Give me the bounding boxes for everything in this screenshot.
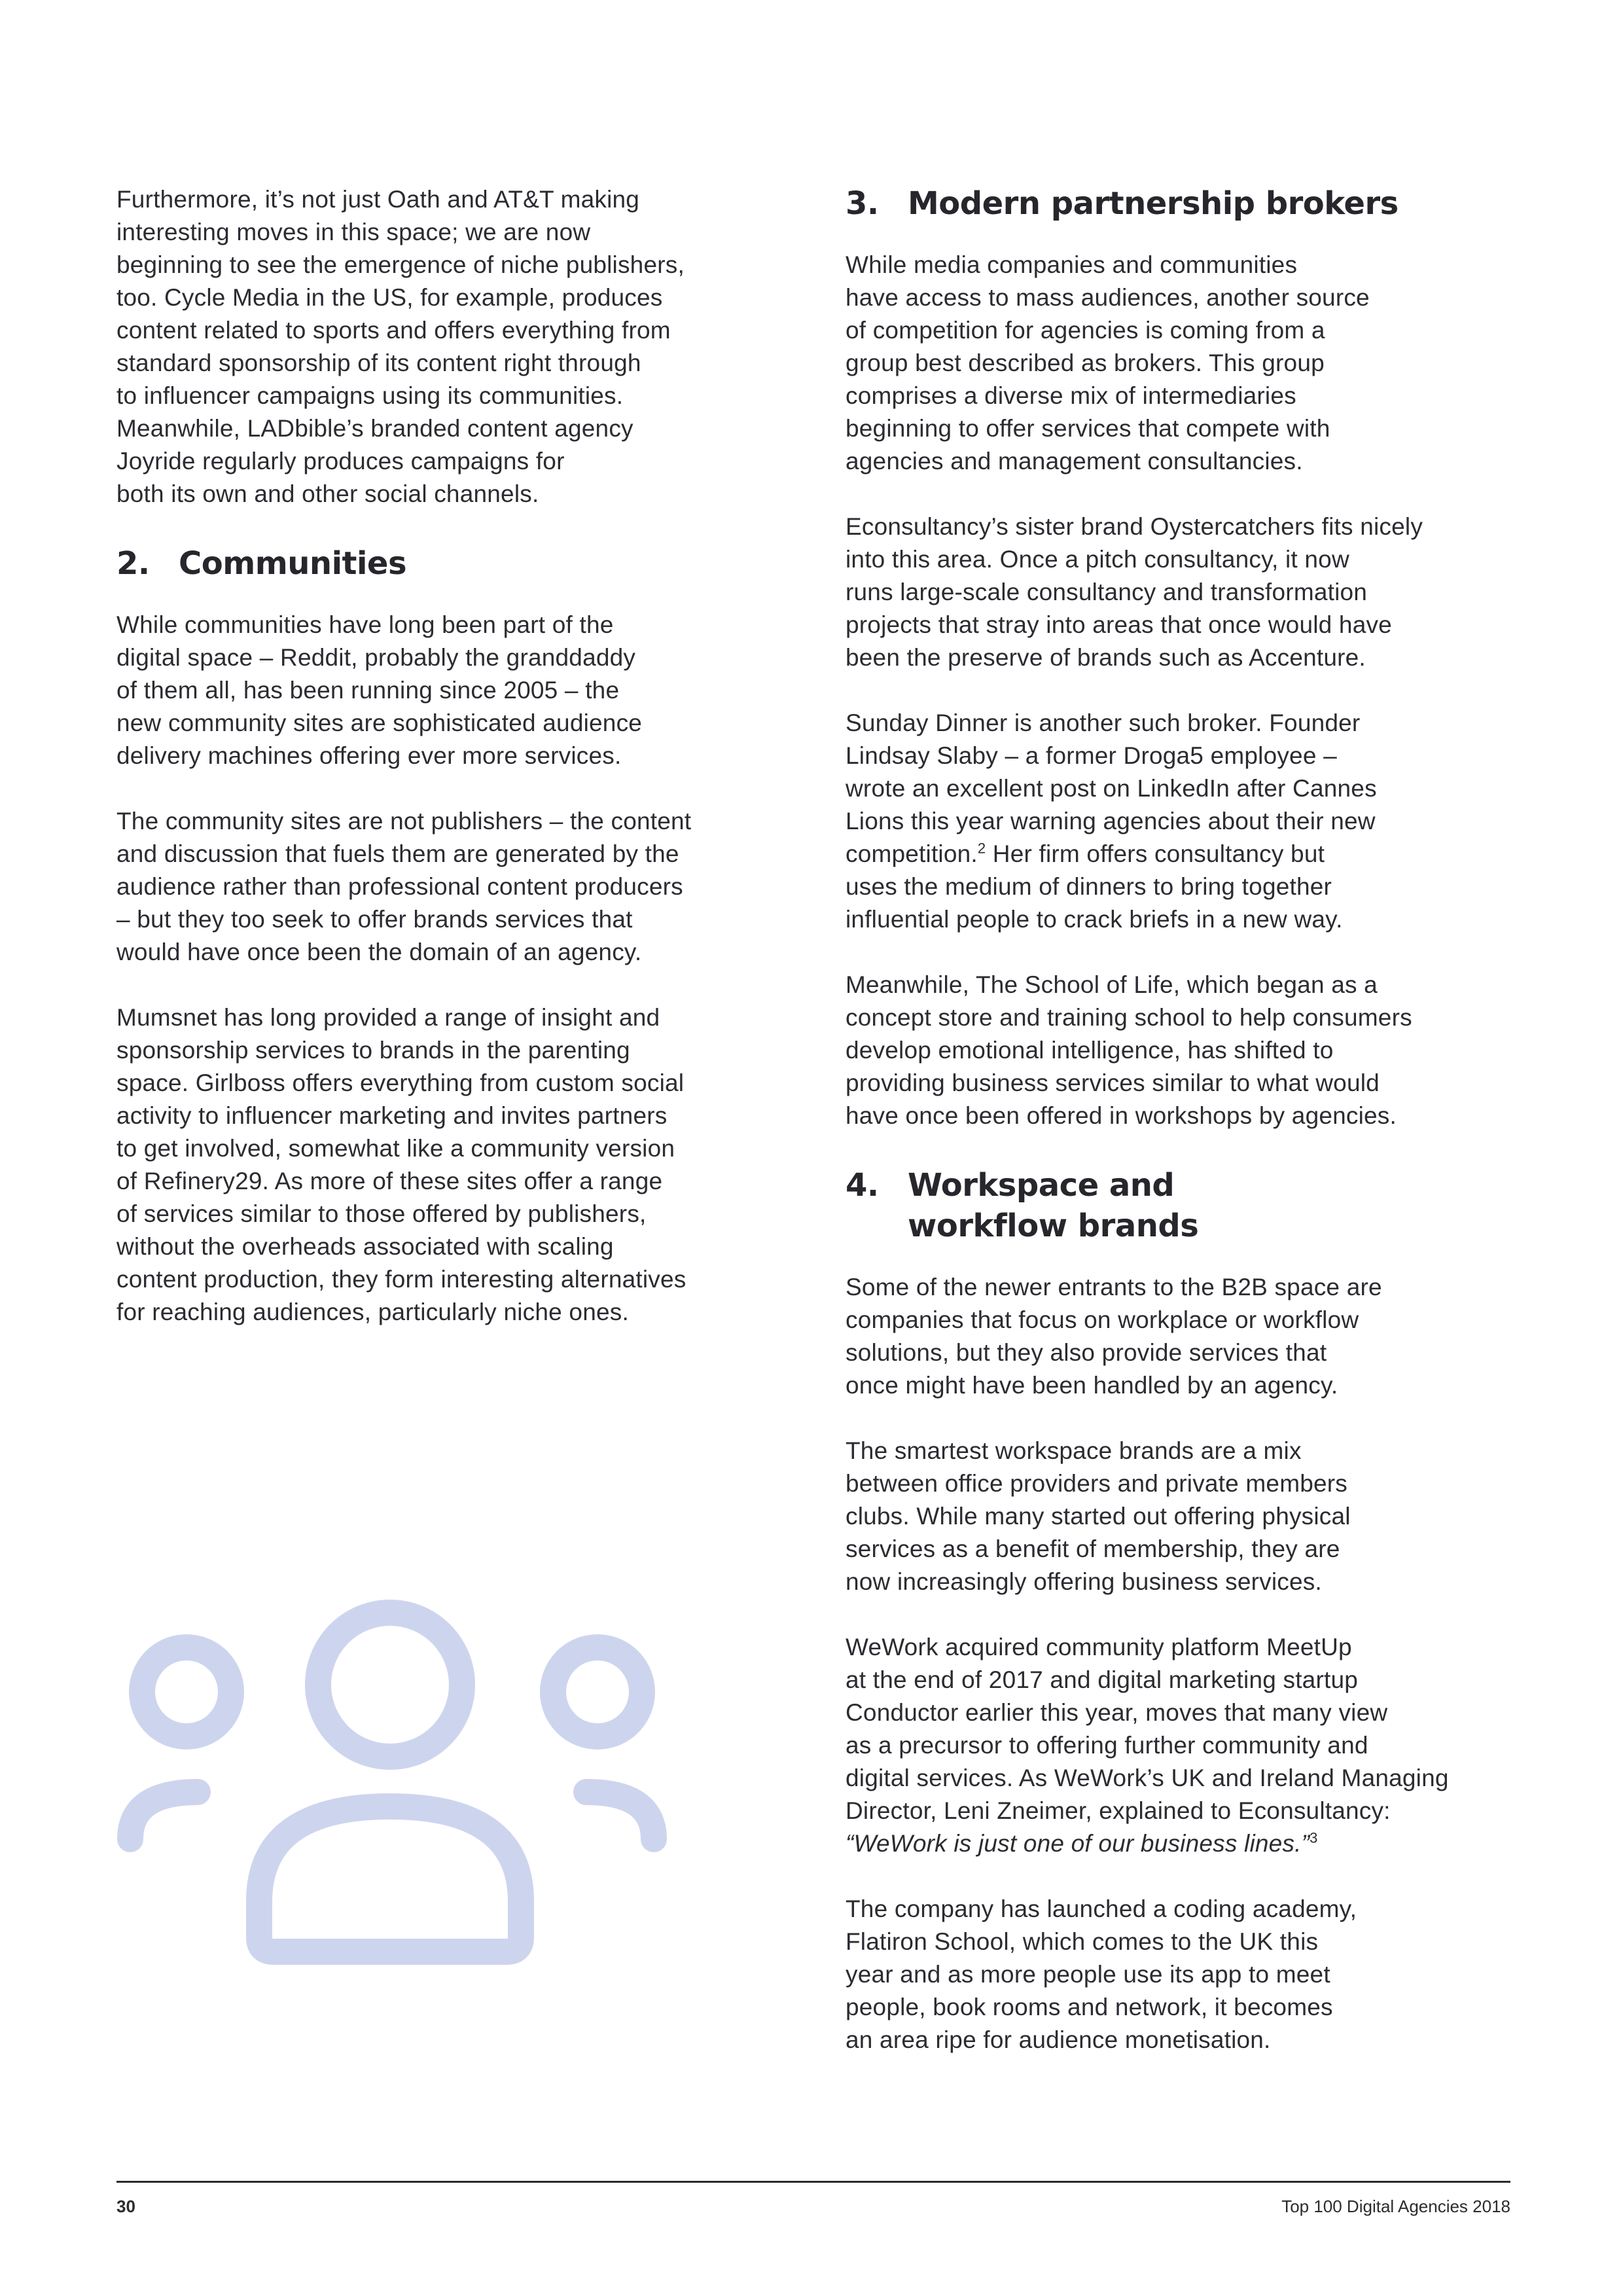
school-of-life-paragraph: Meanwhile, The School of Life, which began as a concept store and training school to help consumers develop emotional intelligence, has shifted to providing business services similar to what would have once been offered in workshops by agencies. (846, 971, 1412, 1129)
communities-paragraph-2: The community sites are not publishers – the content and discussion that fuels them are generated by the audience rather than professional content producers – but they too seek to offer brands services that would have once been the domain of an agency. (116, 808, 692, 965)
intro-paragraph: Furthermore, it’s not just Oath and AT&T making interesting moves in this space; we are now beginning to see the emergence of niche publishers, too. Cycle Media in the US, for example, produces content related to sports and offers everything from standard sponsorship of its content right through to influencer campaigns using its communities. Meanwhile, LADbible’s branded content agency Joyride regularly produces campaigns for both its own and other social channels. (116, 186, 685, 507)
section-number: 2. (116, 545, 150, 582)
workspace-paragraph-2: The smartest workspace brands are a mix between office providers and private members clubs. While many started out offering physical services as a benefit of membership, they are now increasingly offering business services. (846, 1437, 1351, 1595)
wework-paragraph (846, 1631, 1539, 1860)
footnote-ref: 3 (1310, 1829, 1318, 1846)
community-group-icon (105, 1571, 681, 1977)
wework-quote: “WeWork is just one of our business lines.” (846, 1830, 1310, 1857)
closing-paragraph: The company has launched a coding academy, Flatiron School, which comes to the UK this year and as more people use its app to meet people, book rooms and network, it becomes an area ripe for audience monetisation. (846, 1895, 1357, 2053)
section-number: 4. (846, 1167, 879, 1204)
section-number: 3. (846, 185, 879, 222)
section-title: Workspace and workflow brands (908, 1167, 1199, 1244)
sunday-dinner-paragraph (846, 707, 1539, 936)
sunday-dinner-text-1: Sunday Dinner is another such broker. Founder Lindsay Slaby – a former Droga5 employee – wrote an excellent post on LinkedIn after Cannes Lions this year warning agencies about their new competition. (846, 709, 1377, 867)
section-title: Communities (179, 545, 407, 582)
section-heading-workspace (846, 1165, 1539, 1246)
footnote-ref: 2 (977, 840, 986, 857)
page-number: 30 (116, 2197, 135, 2216)
right-column (846, 183, 1539, 2089)
communities-paragraph-1: While communities have long been part of the digital space – Reddit, probably the granddaddy of them all, has been running since 2005 – the new community sites are sophisticated audience delivery machines offering ever more services. (116, 611, 643, 769)
footer-divider (116, 2181, 1510, 2183)
document-title: Top 100 Digital Agencies 2018 (1281, 2197, 1510, 2216)
brokers-paragraph-2: Econsultancy’s sister brand Oystercatchers fits nicely into this area. Once a pitch consultancy, it now runs large-scale consultancy and transformation projects that stray into areas that once would have been the preserve of brands such as Accenture. (846, 513, 1423, 671)
section-title: Modern partnership brokers (908, 185, 1399, 222)
brokers-paragraph-1: While media companies and communities have access to mass audiences, another source of competition for agencies is coming from a group best described as brokers. This group comprises a diverse mix of intermediaries beginning to offer services that compete with agencies and management consultancies. (846, 251, 1370, 475)
wework-text: WeWork acquired community platform MeetUp at the end of 2017 and digital marketing startup Conductor earlier this year, moves that many view as a precursor to offering further community and digital services. As WeWork’s UK and Ireland Managing Director, Leni Zneimer, explained to Econsultancy: (846, 1634, 1449, 1824)
sunday-dinner-text-2: Her firm offers consultancy but uses the medium of dinners to bring together influential people to crack briefs in a new way. (846, 840, 1343, 933)
section-heading-communities (116, 543, 791, 584)
workspace-paragraph-1: Some of the newer entrants to the B2B space are companies that focus on workplace or workflow solutions, but they also provide services that once might have been handled by an agency. (846, 1274, 1382, 1399)
left-column (116, 183, 791, 1361)
section-heading-brokers (846, 183, 1539, 224)
communities-paragraph-3: Mumsnet has long provided a range of insight and sponsorship services to brands in the parenting space. Girlboss offers everything from custom social activity to influencer marketing and invites partners to get involved, somewhat like a community version of Refinery29. As more of these sites offer a range of services similar to those offered by publishers, without the overheads associated with scaling content production, they form interesting alternatives for reaching audiences, particularly niche ones. (116, 1004, 687, 1325)
